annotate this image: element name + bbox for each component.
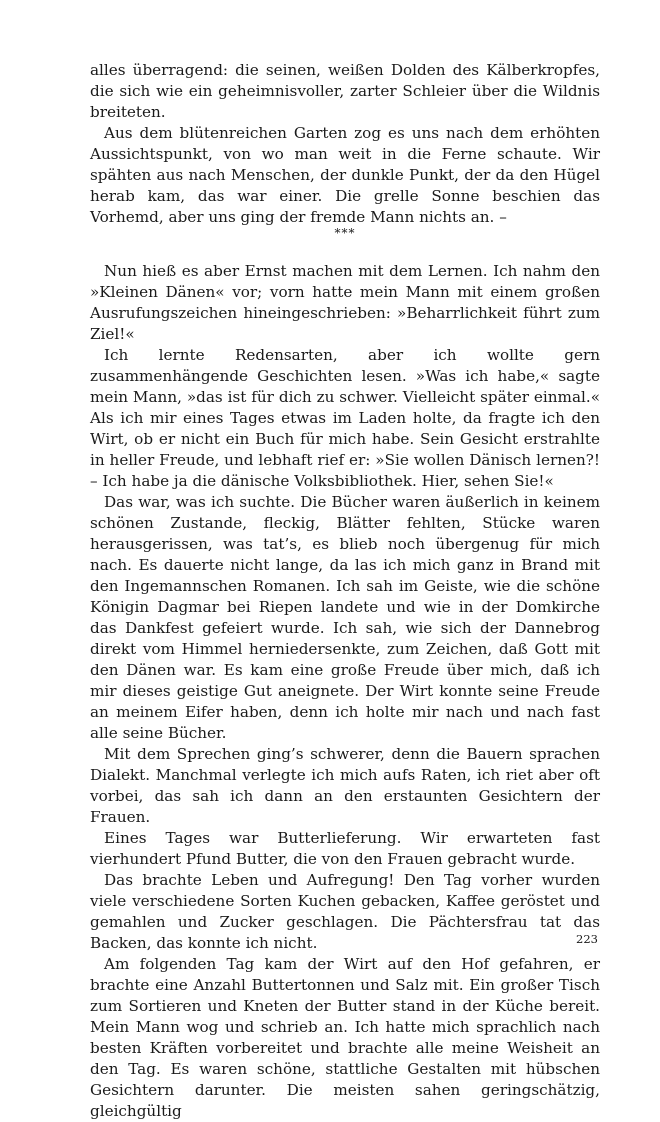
paragraph: alles überragend: die seinen, weißen Dolden des Kälberkropfes, die sich wie ein geheimnisvoller, zarter Schleier über die Wildnis breiteten. [90,61,600,121]
paragraph: Am folgenden Tag kam der Wirt auf den Hof gefahren, er brachte eine Anzahl Buttertonnen und Salz mit. Ein großer Tisch zum Sortieren und Kneten der Butter stand in der Küche bereit. Mein Mann wog und schrieb an. Ich hatte mich sprachlich nach besten Kräften vorbereitet und brachte alle meine Weisheit an den Tag. Es waren schöne, stattliche Gestalten mit hübschen Gesichtern darunter. Die meisten sahen geringschätzig, gleichgültig [90,955,600,1120]
paragraph: Ich lernte Redensarten, aber ich wollte gern zusammenhängende Geschichten lesen. »Was ich habe,« sagte mein Mann, »das ist für dich zu schwer. Vielleicht später einmal.« Als ich mir eines Tages etwas im Laden holte, da fragte ich den Wirt, ob er nicht ein Buch für mich habe. Sein Gesicht erstrahlte in heller Freude, und lebhaft rief er: »Sie wollen Dänisch lernen?! – Ich habe ja die dänische Volksbibliothek. Hier, sehen Sie!« [90,346,600,490]
text-section-two [90,261,600,1122]
paragraph: Das war, was ich suchte. Die Bücher waren äußerlich in keinem schönen Zustande, fleckig, Blätter fehlten, Stücke waren herausgerissen, was tat’s, es blieb noch übergenug für mich nach. Es dauerte nicht lange, da las ich mich ganz in Brand mit den Ingemannschen Romanen. Ich sah im Geiste, wie die schöne Königin Dagmar bei Riepen landete und wie in der Domkirche das Dankfest gefeiert wurde. Ich sah, wie sich der Dannebrog direkt vom Himmel herniedersenkte, zum Zeichen, daß Gott mit den Dänen war. Es kam eine große Freude über mich, daß ich mir dieses geistige Gut aneignete. Der Wirt konnte seine Freude an meinem Eifer haben, denn ich holte mir nach und nach fast alle seine Bücher. [90,493,600,742]
text-section-one [90,60,600,228]
paragraph: Eines Tages war Butterlieferung. Wir erwarteten fast vierhundert Pfund Butter, die von den Frauen gebracht wurde. [90,829,600,868]
paragraph: Das brachte Leben und Aufregung! Den Tag vorher wurden viele verschiedene Sorten Kuchen gebacken, Kaffee geröstet und gemahlen und Zucker geschlagen. Die Pächtersfrau tat das Backen, das konnte ich nicht. [90,871,600,952]
section-separator: *** [334,226,356,240]
page-number: 223 [576,932,598,946]
paragraph: Nun hieß es aber Ernst machen mit dem Lernen. Ich nahm den »Kleinen Dänen« vor; vorn hatte mein Mann mit einem großen Ausrufungszeichen hineingeschrieben: »Beharrlichkeit führt zum Ziel!« [90,262,600,343]
paragraph: Mit dem Sprechen ging’s schwerer, denn die Bauern sprachen Dialekt. Manchmal verlegte ich mich aufs Raten, ich riet aber oft vorbei, das sah ich dann an den erstaunten Gesichtern der Frauen. [90,745,600,826]
paragraph: Aus dem blütenreichen Garten zog es uns nach dem erhöhten Aussichtspunkt, von wo man weit in die Ferne schaute. Wir spähten aus nach Menschen, der dunkle Punkt, der da den Hügel herab kam, das war einer. Die grelle Sonne beschien das Vorhemd, aber uns ging der fremde Mann nichts an. – [90,124,600,226]
